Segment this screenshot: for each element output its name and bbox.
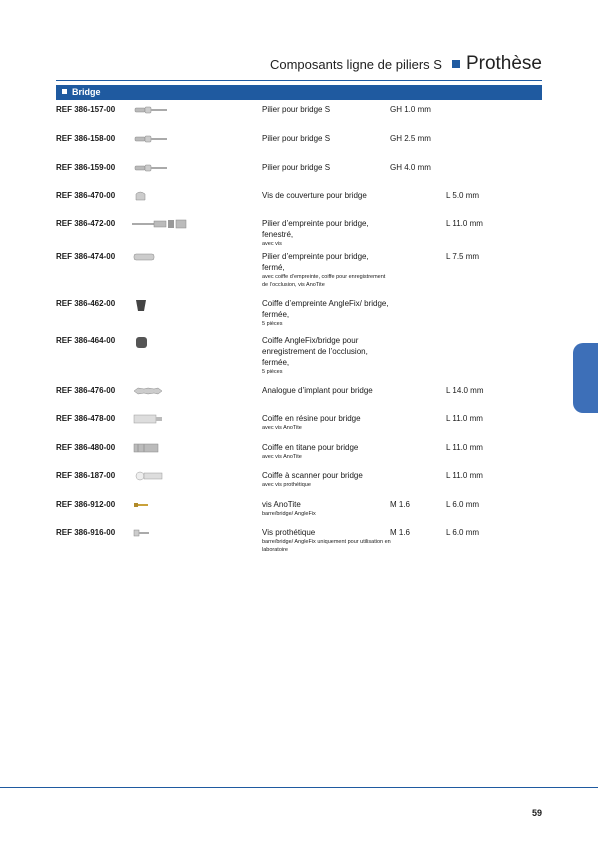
spec-length: L 5.0 mm xyxy=(446,191,480,200)
description-text: Coiffe en titane pour bridge xyxy=(262,443,359,452)
description-text: Vis de couverture pour bridge xyxy=(262,191,367,200)
anotite-screw-icon xyxy=(132,499,172,511)
description-text: Coiffe AngleFix/bridge pour enregistrement de l’occlusion, fermée, xyxy=(262,336,368,367)
description-text: Pilier d’empreinte pour bridge, fenestré, xyxy=(262,219,369,239)
description-text: Pilier pour bridge S xyxy=(262,105,331,114)
scan-cap-icon xyxy=(132,470,172,482)
description-note: avec vis AnoTite xyxy=(262,454,302,460)
abutment-icon xyxy=(132,162,172,174)
implant-analog-icon xyxy=(132,385,172,397)
ref-number: REF 386-470-00 xyxy=(56,191,116,200)
header-subtitle: Composants ligne de piliers S xyxy=(269,57,442,72)
section-bar xyxy=(56,85,542,100)
spec-gh: M 1.6 xyxy=(390,528,411,537)
header-rule xyxy=(56,80,542,81)
ref-number: REF 386-462-00 xyxy=(56,299,116,308)
spec-gh: GH 4.0 mm xyxy=(390,163,431,172)
product-description xyxy=(262,470,392,489)
description-note: avec coiffe d’empreinte, coiffe pour enregistrement de l’occlusion, vis AnoTite xyxy=(262,274,386,288)
page-header xyxy=(270,53,542,75)
description-text: Pilier pour bridge S xyxy=(262,163,331,172)
product-description xyxy=(262,133,392,144)
ref-number: REF 386-478-00 xyxy=(56,414,116,423)
footer-rule xyxy=(0,787,598,788)
ref-number: REF 386-916-00 xyxy=(56,528,116,537)
section-square-icon xyxy=(62,89,67,94)
titanium-cap-icon xyxy=(132,442,172,454)
description-text: vis AnoTite xyxy=(262,500,301,509)
product-description xyxy=(262,385,392,396)
description-note: avec vis AnoTite xyxy=(262,425,302,431)
ref-number: REF 386-158-00 xyxy=(56,134,116,143)
impression-post-icon xyxy=(132,218,172,230)
product-description xyxy=(262,104,392,115)
resin-cap-icon xyxy=(132,413,172,425)
description-note: barre/bridge/ AngleFix xyxy=(262,511,316,517)
page-number: 59 xyxy=(531,808,542,818)
description-note: avec vis prothétique xyxy=(262,482,311,488)
ref-number: REF 386-476-00 xyxy=(56,386,116,395)
product-description xyxy=(262,335,392,376)
impression-post-closed-icon xyxy=(132,251,172,263)
product-description xyxy=(262,162,392,173)
impression-cap-icon xyxy=(132,298,172,310)
ref-number: REF 386-912-00 xyxy=(56,500,116,509)
spec-length: L 6.0 mm xyxy=(446,500,480,509)
product-description xyxy=(262,218,392,248)
description-text: Pilier pour bridge S xyxy=(262,134,331,143)
description-text: Vis prothétique xyxy=(262,528,316,537)
product-description xyxy=(262,298,392,328)
spec-length: L 11.0 mm xyxy=(446,471,483,480)
spec-length: L 11.0 mm xyxy=(446,443,483,452)
description-text: Analogue d’implant pour bridge xyxy=(262,386,373,395)
ref-number: REF 386-187-00 xyxy=(56,471,116,480)
spec-gh: GH 2.5 mm xyxy=(390,134,431,143)
ref-number: REF 386-472-00 xyxy=(56,219,116,228)
ref-number: REF 386-157-00 xyxy=(56,105,116,114)
spec-length: L 7.5 mm xyxy=(446,252,480,261)
spec-length: L 6.0 mm xyxy=(446,528,480,537)
product-description xyxy=(262,499,392,518)
section-label: Bridge xyxy=(72,87,101,97)
description-text: Coiffe d’empreinte AngleFix/ bridge, fermée, xyxy=(262,299,389,319)
header-square-icon xyxy=(452,60,460,68)
cover-screw-icon xyxy=(132,190,172,202)
ref-number: REF 386-480-00 xyxy=(56,443,116,452)
page-title: Prothèse xyxy=(465,53,542,74)
product-description xyxy=(262,413,392,432)
description-note: avec vis xyxy=(262,241,282,247)
product-description xyxy=(262,442,392,461)
description-text: Coiffe en résine pour bridge xyxy=(262,414,361,423)
occlusion-cap-icon xyxy=(132,335,172,347)
spec-length: L 14.0 mm xyxy=(446,386,484,395)
abutment-icon xyxy=(132,133,172,145)
prosthetic-screw-icon xyxy=(132,527,172,539)
product-description xyxy=(262,251,392,289)
description-text: Pilier d’empreinte pour bridge, fermé, xyxy=(262,252,369,272)
spec-gh: GH 1.0 mm xyxy=(390,105,431,114)
abutment-icon xyxy=(132,104,172,116)
description-text: Coiffe à scanner pour bridge xyxy=(262,471,363,480)
ref-number: REF 386-159-00 xyxy=(56,163,116,172)
ref-number: REF 386-474-00 xyxy=(56,252,116,261)
chapter-tab xyxy=(573,343,598,413)
spec-length: L 11.0 mm xyxy=(446,219,483,228)
description-note: 5 pièces xyxy=(262,321,283,327)
spec-gh: M 1.6 xyxy=(390,500,411,509)
product-description xyxy=(262,190,392,201)
description-note: barre/bridge/ AngleFix uniquement pour utilisation en laboratoire xyxy=(262,539,391,553)
description-note: 5 pièces xyxy=(262,369,283,375)
ref-number: REF 386-464-00 xyxy=(56,336,116,345)
product-description xyxy=(262,527,392,554)
spec-length: L 11.0 mm xyxy=(446,414,483,423)
